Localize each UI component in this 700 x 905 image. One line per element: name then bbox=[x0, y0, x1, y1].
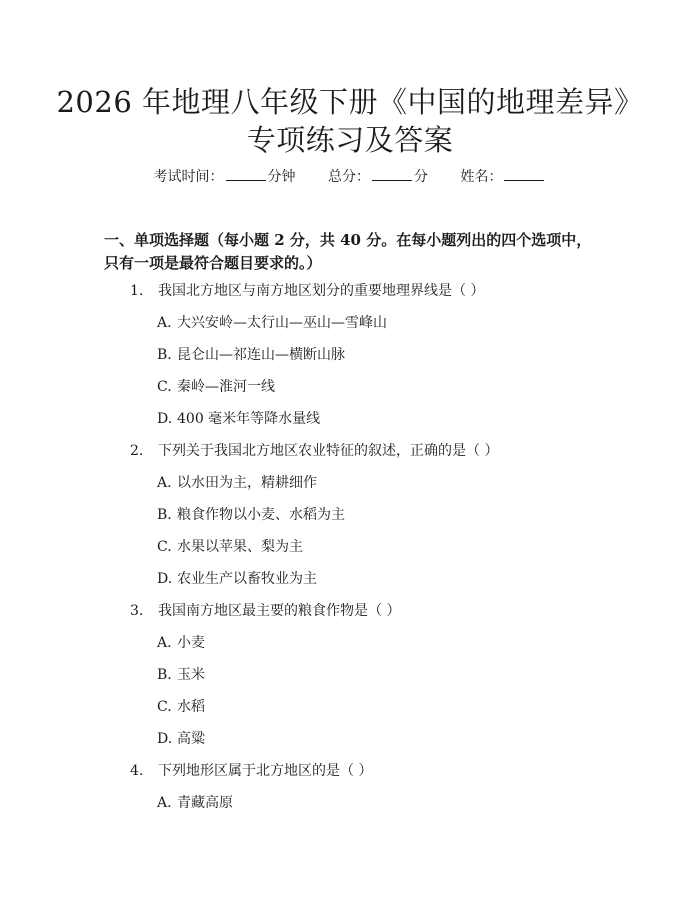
option-letter: A. bbox=[157, 635, 172, 651]
option-letter: B. bbox=[157, 667, 172, 683]
option-letter: A. bbox=[157, 315, 172, 331]
question-2-option-b bbox=[157, 505, 345, 525]
question-number: 2. bbox=[130, 443, 144, 459]
total-score-label: 总分： bbox=[328, 169, 370, 185]
question-3-option-b bbox=[157, 665, 205, 685]
question-3 bbox=[130, 601, 400, 621]
option-letter: C. bbox=[157, 699, 172, 715]
question-1 bbox=[130, 281, 484, 301]
option-text: 大兴安岭—太行山—巫山—雪峰山 bbox=[177, 315, 387, 331]
page-title: 2026 年地理八年级下册《中国的地理差异》 bbox=[56, 85, 644, 119]
option-text: 水稻 bbox=[177, 699, 205, 715]
student-name-blank bbox=[504, 166, 544, 181]
exam-time-field bbox=[154, 166, 296, 188]
question-number: 1. bbox=[130, 283, 144, 299]
option-text: 小麦 bbox=[177, 635, 205, 651]
option-text: 400 毫米年等降水量线 bbox=[177, 411, 321, 427]
exam-time-unit: 分钟 bbox=[267, 169, 296, 185]
section-heading: 一、单项选择题（每小题 2 分，共 40 分。在每小题列出的四个选项中，只有一项是最符合题目要求的。） bbox=[104, 231, 592, 272]
question-1-option-d bbox=[157, 409, 320, 429]
option-text: 粮食作物以小麦、水稻为主 bbox=[177, 507, 345, 523]
option-letter: A. bbox=[157, 795, 172, 811]
option-text: 以水田为主，精耕细作 bbox=[177, 475, 317, 491]
option-text: 农业生产以畜牧业为主 bbox=[177, 571, 317, 587]
option-text: 秦岭—淮河一线 bbox=[177, 379, 275, 395]
question-3-option-c bbox=[157, 697, 205, 717]
option-letter: B. bbox=[157, 507, 172, 523]
question-text: 我国南方地区最主要的粮食作物是（ ） bbox=[158, 603, 401, 619]
question-2 bbox=[130, 441, 498, 461]
question-2-option-a bbox=[157, 473, 317, 493]
option-letter: C. bbox=[157, 539, 172, 555]
option-text: 高粱 bbox=[177, 731, 205, 747]
option-letter: D. bbox=[157, 731, 173, 747]
student-name-field bbox=[460, 166, 546, 188]
question-3-option-d bbox=[157, 729, 205, 749]
option-letter: A. bbox=[157, 475, 172, 491]
question-number: 4. bbox=[130, 763, 144, 779]
option-letter: C. bbox=[157, 379, 172, 395]
question-text: 下列地形区属于北方地区的是（ ） bbox=[158, 763, 373, 779]
question-number: 3. bbox=[130, 603, 144, 619]
option-text: 青藏高原 bbox=[177, 795, 233, 811]
exam-time-blank bbox=[226, 166, 266, 181]
total-score-field bbox=[328, 166, 428, 188]
question-4-option-a bbox=[157, 793, 233, 813]
total-score-unit: 分 bbox=[414, 169, 428, 185]
exam-info-bar bbox=[0, 166, 700, 188]
option-letter: D. bbox=[157, 571, 173, 587]
option-text: 水果以苹果、梨为主 bbox=[177, 539, 303, 555]
total-score-blank bbox=[372, 166, 412, 181]
question-text: 我国北方地区与南方地区划分的重要地理界线是（ ） bbox=[158, 283, 485, 299]
question-3-option-a bbox=[157, 633, 205, 653]
question-4 bbox=[130, 761, 372, 781]
page-subtitle: 专项练习及答案 bbox=[246, 123, 454, 157]
question-2-option-d bbox=[157, 569, 317, 589]
question-1-option-a bbox=[157, 313, 387, 333]
option-letter: D. bbox=[157, 411, 173, 427]
option-letter: B. bbox=[157, 347, 172, 363]
question-1-option-c bbox=[157, 377, 275, 397]
option-text: 玉米 bbox=[177, 667, 205, 683]
question-1-option-b bbox=[157, 345, 345, 365]
option-text: 昆仑山—祁连山—横断山脉 bbox=[177, 347, 345, 363]
exam-time-label: 考试时间： bbox=[153, 169, 224, 185]
question-text: 下列关于我国北方地区农业特征的叙述，正确的是（ ） bbox=[158, 443, 499, 459]
question-2-option-c bbox=[157, 537, 303, 557]
student-name-label: 姓名： bbox=[460, 169, 503, 185]
